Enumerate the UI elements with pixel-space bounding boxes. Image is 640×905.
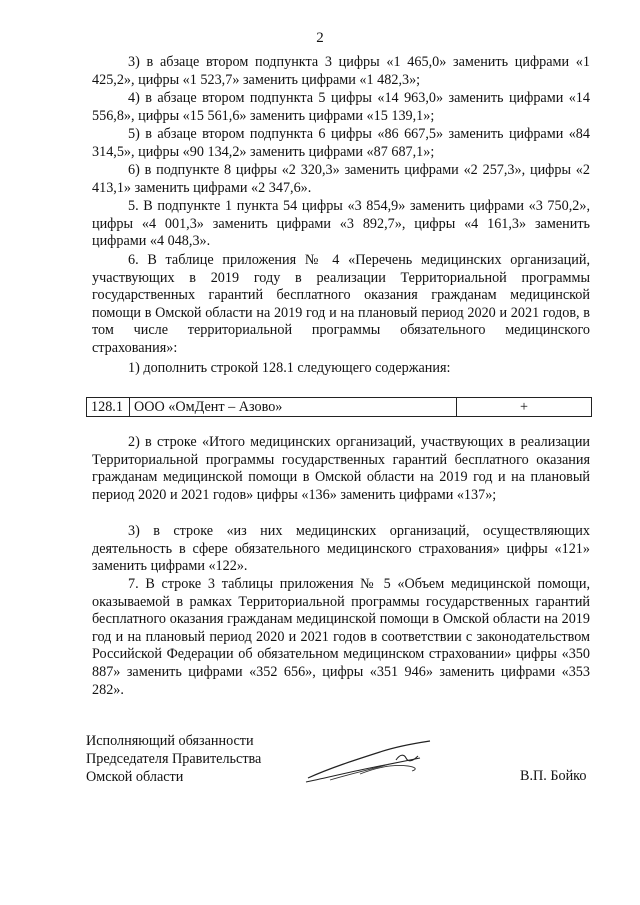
- paragraph-clause-7: 7. В строке 3 таблицы приложения № 5 «Объем медицинской помощи, оказываемой в рамках Территориальной программы государственных гарантий бесплатного оказания гражданам медицинской помощи в Омской области на 2019 год и на плановый период 2020 и 2021 годов в соответствии с законодательством Российской Федерации об обязательном медицинском страховании» цифры «350 887» заменить цифрами «352 656», цифры «351 946» заменить цифрами «353 282».: [92, 576, 590, 698]
- organization-cell: ООО «ОмДент – Азово»: [130, 398, 457, 416]
- row-number-cell: 128.1: [87, 398, 130, 416]
- signatory-name: В.П. Бойко: [520, 768, 587, 784]
- signatory-title-line: Председателя Правительства: [86, 751, 262, 767]
- handwritten-signature: [300, 738, 440, 788]
- paragraph-clause-6-item-2: 2) в строке «Итого медицинских организаций, участвующих в реализации Территориальной программы государственных гарантий бесплатного оказания гражданам медицинской помощи в Омской области на 2019 год и на плановый период 2020 и 2021 годов» цифры «136» заменить цифрами «137»;: [92, 434, 590, 503]
- paragraph-item-3: 3) в абзаце втором подпункта 3 цифры «1 465,0» заменить цифрами «1 425,2», цифры «1 523,7» заменить цифрами «1 482,3»;: [92, 54, 590, 88]
- paragraph-clause-5: 5. В подпункте 1 пункта 54 цифры «3 854,9» заменить цифрами «3 750,2», цифры «4 001,3» заменить цифрами «3 892,7», цифры «4 161,3» заменить цифрами «4 048,3».: [92, 198, 590, 250]
- paragraph-clause-6: 6. В таблице приложения № 4 «Перечень медицинских организаций, участвующих в 2019 году в реализации Территориальной программы государственных гарантий бесплатного оказания гражданам медицинской помощи в Омской области на 2019 год и на плановый период 2020 и 2021 годов, в том числе территориальной программы обязательного медицинского страхования»:: [92, 252, 590, 356]
- participation-mark-cell: +: [519, 399, 528, 415]
- signatory-title-line: Исполняющий обязанности: [86, 733, 254, 749]
- signatory-title-line: Омской области: [86, 769, 184, 785]
- paragraph-item-4: 4) в абзаце втором подпункта 5 цифры «14 963,0» заменить цифрами «14 556,8», цифры «15 561,6» заменить цифрами «15 139,1»;: [92, 90, 590, 124]
- signatory-title: [86, 732, 261, 786]
- paragraph-item-5: 5) в абзаце втором подпункта 6 цифры «86 667,5» заменить цифрами «84 314,5», цифры «90 134,2» заменить цифрами «87 687,1»;: [92, 126, 590, 160]
- paragraph-item-6: 6) в подпункте 8 цифры «2 320,3» заменить цифрами «2 257,3», цифры «2 413,1» заменить цифрами «2 347,6».: [92, 162, 590, 196]
- paragraph-clause-6-item-1: 1) дополнить строкой 128.1 следующего содержания:: [128, 360, 451, 376]
- paragraph-clause-6-item-3: 3) в строке «из них медицинских организаций, осуществляющих деятельность в сфере обязательного медицинского страхования» цифры «121» заменить цифрами «122».: [92, 523, 590, 575]
- page-number: 2: [316, 30, 324, 46]
- inserted-table-row: [86, 397, 592, 417]
